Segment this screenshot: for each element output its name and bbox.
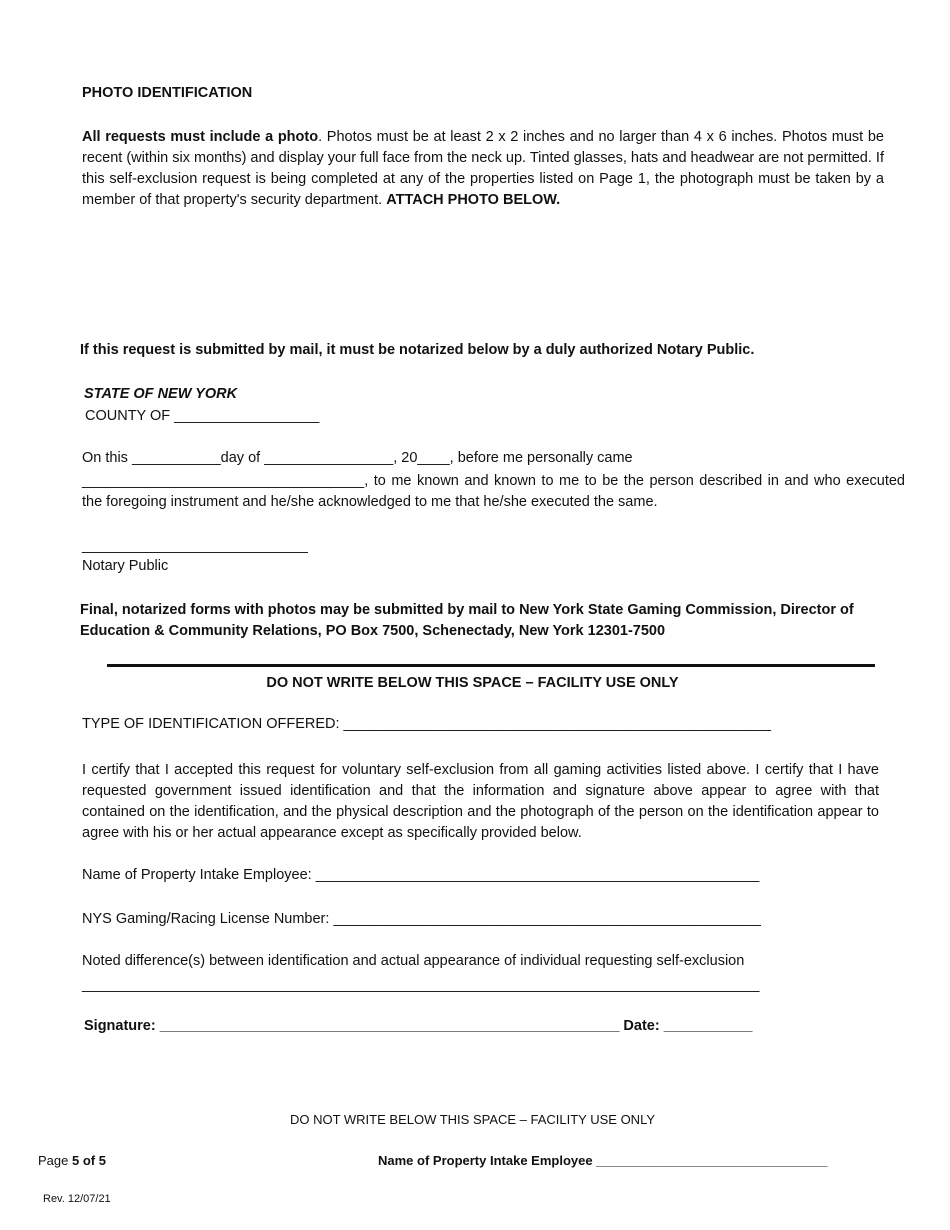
- revision-date: Rev. 12/07/21: [43, 1193, 111, 1205]
- signature-date-field[interactable]: Signature: _________________________________________________________ Date: ___________: [84, 1018, 753, 1034]
- mail-address-paragraph: Final, notarized forms with photos may be submitted by mail to New York State Gaming Commission, Director of Education & Community Relations, PO Box 7500, Schenectady, New York 12301-7500: [80, 602, 854, 639]
- mail-notarize-notice: If this request is submitted by mail, it must be notarized below by a duly authorized Notary Public.: [80, 342, 755, 358]
- intake-employee-field[interactable]: Name of Property Intake Employee: _______________________________________________________: [82, 867, 760, 883]
- license-number-field[interactable]: NYS Gaming/Racing License Number: _____________________________________________________: [82, 911, 761, 927]
- county-field[interactable]: COUNTY OF __________________: [85, 408, 320, 424]
- state-label: STATE OF NEW YORK: [84, 386, 238, 402]
- facility-use-heading: DO NOT WRITE BELOW THIS SPACE – FACILITY USE ONLY: [266, 675, 679, 691]
- page-indicator: [38, 1153, 106, 1168]
- photo-requirements-text: . Photos must be at least 2 x 2 inches and no larger than 4 x 6 inches. Photos must be recent (within six months) and display your full face from the neck up. Tinted glasses, hats and headwear are not permitted. If this self-exclusion request is being completed at any of the properties listed on Page 1, the photograph must be taken by a member of that property's security department.: [82, 129, 885, 208]
- photo-section-heading: PHOTO IDENTIFICATION: [82, 85, 253, 101]
- section-divider: [107, 664, 875, 667]
- footer-facility-heading: DO NOT WRITE BELOW THIS SPACE – FACILITY USE ONLY: [289, 1112, 656, 1127]
- differences-field[interactable]: ____________________________________________________________________________________: [82, 977, 760, 993]
- photo-lead-bold: All requests must include a photo: [82, 129, 319, 145]
- footer-intake-employee-field[interactable]: Name of Property Intake Employee ________________________________: [378, 1153, 828, 1168]
- acknowledgment-paragraph[interactable]: ___________________________________, to me known and known to me to be the person described in and who executed the foregoing instrument and he/she acknowledged to me that he/she executed the same.: [82, 473, 905, 510]
- differences-label: Noted difference(s) between identification and actual appearance of individual requesting self-exclusion: [82, 953, 745, 969]
- page-number: 5 of 5: [71, 1153, 106, 1168]
- photo-requirements-paragraph: [82, 127, 884, 211]
- acknowledgment-date-line[interactable]: On this ___________day of ________________, 20____, before me personally came: [82, 450, 633, 466]
- notary-signature-line[interactable]: ____________________________: [82, 538, 308, 554]
- notary-public-label: Notary Public: [82, 558, 169, 574]
- page-prefix: Page: [38, 1153, 72, 1168]
- identification-type-field[interactable]: TYPE OF IDENTIFICATION OFFERED: _____________________________________________________: [82, 716, 771, 732]
- certification-paragraph: I certify that I accepted this request for voluntary self-exclusion from all gaming activities listed above. I certify that I have requested government issued identification and that the information and signature above appear to agree with that contained on the identification, and the physical description and the photograph of the person on the identification appear to agree with his or her actual appearance except as specifically provided below.: [82, 762, 879, 841]
- attach-photo-label: ATTACH PHOTO BELOW.: [386, 192, 561, 208]
